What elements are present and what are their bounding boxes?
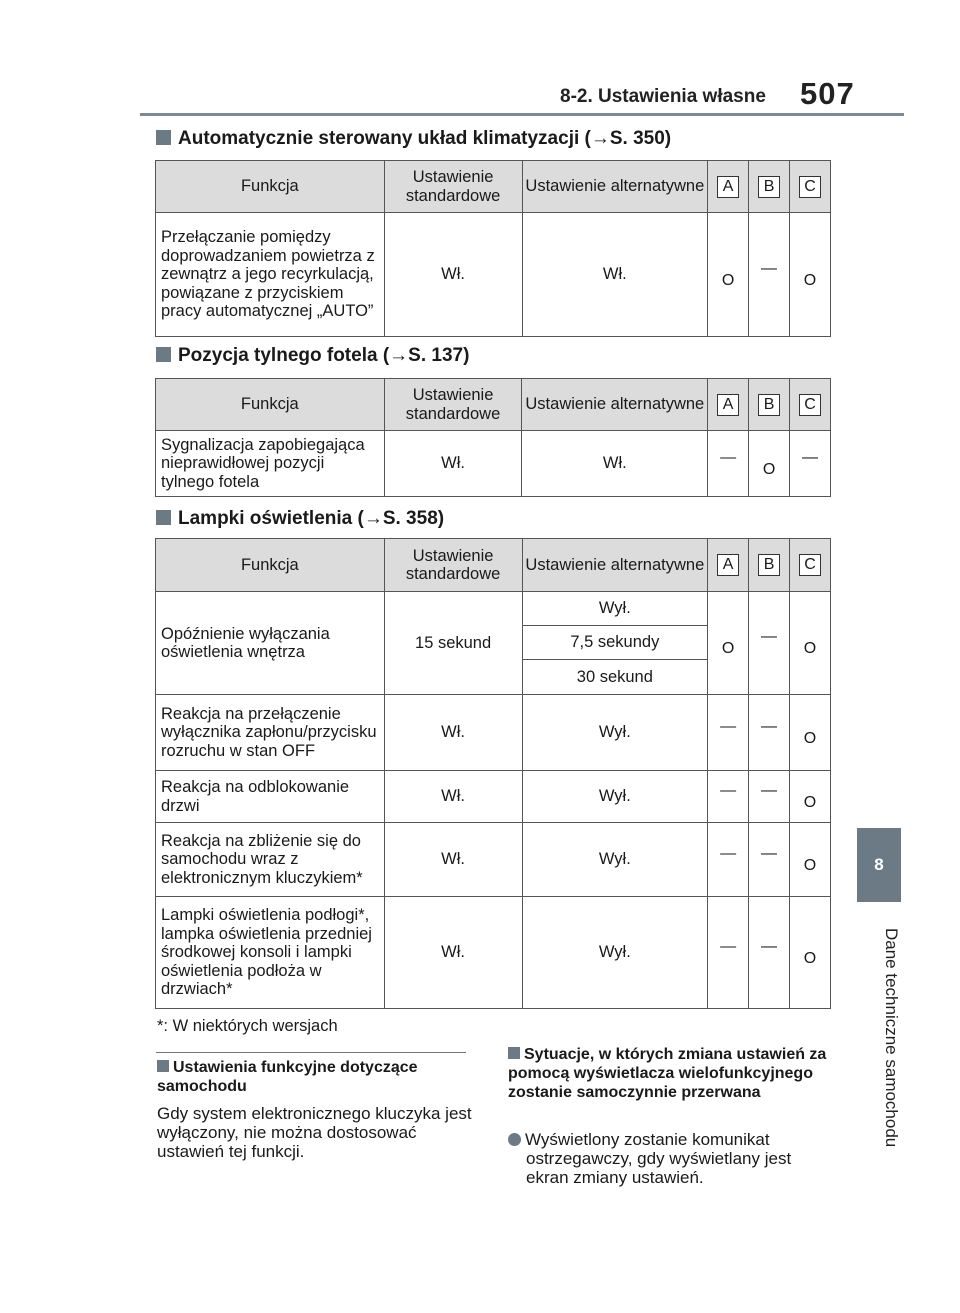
section-title: 8-2. Ustawienia własne [560,86,766,107]
header-divider [140,113,904,116]
mark-a: — [720,448,737,466]
column-c-icon: C [799,394,821,416]
arrow-icon: → [389,345,409,366]
table-header-row [156,161,831,213]
column-header-function: Funkcja [156,161,385,213]
alternative-cell: 7,5 sekundy [522,626,708,660]
mark-c: — [802,448,819,466]
table-row [156,695,831,771]
function-cell: Lampki oświetlenia podłogi*, lampka oświetlenia przedniej środkowej konsoli i lampki oświetlenia podłoża w drzwiach* [156,897,385,1009]
mark-b: — [761,628,778,646]
page-reference-link[interactable]: S. 350) [609,128,672,149]
note-body-right: Wyświetlony zostanie komunikat ostrzegawczy, gdy wyświetlany jest ekran zmiany ustawień. [508,1130,828,1187]
square-bullet-icon [156,130,171,145]
mark-c: O [803,640,817,658]
mark-a: — [720,844,737,862]
mark-b: — [761,844,778,862]
table-row [156,213,831,337]
column-header-default: Ustawienie standardowe [384,379,522,431]
note-body-left: Gdy system elektronicznego kluczyka jest wyłączony, nie można dostosować ustawień tej funkcji. [157,1104,472,1162]
section-heading-rear-seat: Pozycja tylnego fotela (→S. 137) [156,345,469,367]
arrow-icon: → [363,508,383,529]
mark-c: O [803,856,817,874]
page-reference-link[interactable]: S. 137) [408,345,470,366]
column-a-icon: A [717,176,739,198]
square-bullet-icon [156,510,171,525]
mark-b: — [761,781,778,799]
alternative-cell: Wył. [522,823,708,897]
square-bullet-icon [157,1060,169,1072]
mark-c: O [803,271,817,289]
mark-b: — [761,717,778,735]
mark-c: O [803,729,817,747]
column-header-alternative: Ustawienie alternatywne [522,379,708,431]
function-cell: Reakcja na zbliżenie się do samochodu wraz z elektronicznym kluczykiem* [156,823,385,897]
footnote: *: W niektórych wersjach [157,1017,338,1035]
alternative-cell: Wył. [522,592,708,626]
column-header-function: Funkcja [156,379,385,431]
climate-settings-table [155,160,831,337]
column-header-function: Funkcja [156,539,385,592]
mark-b: O [762,460,776,478]
default-cell: Wł. [384,431,522,497]
column-a-icon: A [717,394,739,416]
mark-c: O [803,793,817,811]
table-row [156,592,831,626]
page-number: 507 [800,76,855,111]
note-title-right: Sytuacje, w których zmiana ustawień za pomocą wyświetlacza wielofunkcyjnego zostanie samoczynnie przerwana [508,1046,827,1102]
chapter-tab[interactable] [857,828,901,902]
section-heading-climate: Automatycznie sterowany układ klimatyzacji (→S. 350) [156,128,671,150]
default-cell: 15 sekund [384,592,522,695]
page-reference-link[interactable]: S. 358) [382,508,445,529]
default-cell: Wł. [384,823,522,897]
table-header-row [156,539,831,592]
default-cell: Wł. [384,695,522,771]
alternative-cell: Wył. [522,695,708,771]
table-row [156,897,831,1009]
arrow-icon: → [590,128,610,149]
column-b-icon: B [758,176,780,198]
note-title-left: Ustawienia funkcyjne dotyczące samochodu [157,1059,418,1096]
default-cell: Wł. [384,771,522,823]
chapter-label: Dane techniczne samochodu [882,928,901,1148]
table-row [156,771,831,823]
lamp-settings-table [155,538,831,1009]
mark-c: O [803,949,817,967]
function-cell: Reakcja na przełączenie wyłącznika zapłonu/przycisku rozruchu w stan OFF [156,695,385,771]
mark-a: — [720,781,737,799]
function-cell: Reakcja na odblokowanie drzwi [156,771,385,823]
alternative-cell: Wł. [522,213,708,337]
column-b-icon: B [758,394,780,416]
column-c-icon: C [799,176,821,198]
square-bullet-icon [156,347,171,362]
alternative-cell: Wł. [522,431,708,497]
column-header-default: Ustawienie standardowe [384,161,522,213]
default-cell: Wł. [384,897,522,1009]
section-heading-lamps: Lampki oświetlenia (→S. 358) [156,508,444,530]
mark-a: O [721,271,735,289]
column-b-icon: B [758,554,780,576]
column-c-icon: C [799,554,821,576]
mark-a: — [720,717,737,735]
table-row [156,823,831,897]
mark-b: — [761,259,778,277]
table-header-row [156,379,831,431]
column-header-alternative: Ustawienie alternatywne [522,539,708,592]
mark-a: — [720,937,737,955]
mark-b: — [761,937,778,955]
rear-seat-settings-table [155,378,831,497]
column-header-alternative: Ustawienie alternatywne [522,161,708,213]
column-header-default: Ustawienie standardowe [384,539,522,592]
mark-a: O [721,640,735,658]
square-bullet-icon [508,1047,520,1059]
default-cell: Wł. [384,213,522,337]
function-cell: Opóźnienie wyłączania oświetlenia wnętrza [156,592,385,695]
note-divider [156,1052,466,1053]
function-cell: Sygnalizacja zapobiegająca nieprawidłowej pozycji tylnego fotela [156,431,385,497]
column-a-icon: A [717,554,739,576]
chapter-number: 8 [874,855,884,874]
alternative-cell: Wył. [522,897,708,1009]
table-row [156,431,831,497]
alternative-cell: 30 sekund [522,660,708,695]
alternative-cell: Wył. [522,771,708,823]
function-cell: Przełączanie pomiędzy doprowadzaniem powietrza z zewnątrz a jego recyrkulacją, powiązane z przyciskiem pracy automatycznej „AUTO” [156,213,385,337]
round-bullet-icon [508,1133,521,1146]
